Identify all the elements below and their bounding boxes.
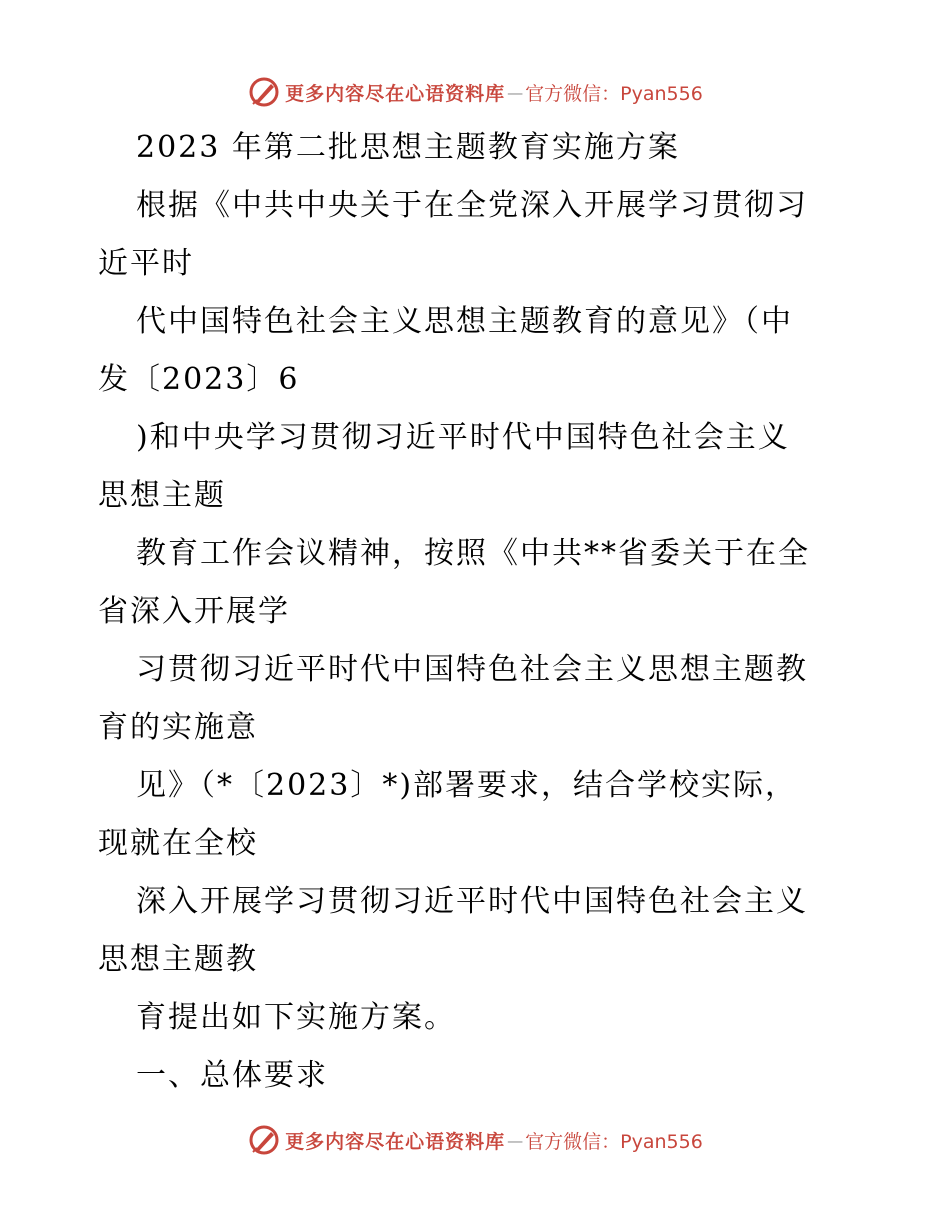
paragraph-line: 思想主题教 bbox=[98, 942, 258, 977]
paragraph-line: 育的实施意 bbox=[98, 710, 258, 745]
paragraph-line: 省深入开展学 bbox=[98, 594, 290, 629]
paragraph-line: 发〔2023〕6 bbox=[98, 362, 300, 397]
watermark-separator: — bbox=[507, 82, 524, 102]
quill-logo-icon bbox=[247, 1123, 281, 1157]
quill-logo-icon bbox=[247, 75, 281, 109]
paragraph-line: )和中央学习贯彻习近平时代中国特色社会主义 bbox=[136, 420, 790, 455]
watermark-text: 更多内容尽在心语资料库 bbox=[285, 82, 506, 105]
paragraph-line: 育提出如下实施方案。 bbox=[136, 1000, 456, 1035]
watermark-text: 更多内容尽在心语资料库 bbox=[285, 1130, 506, 1153]
watermark-account: 官方微信：Pyan556 bbox=[525, 82, 703, 105]
paragraph-line: 习贯彻习近平时代中国特色社会主义思想主题教 bbox=[136, 652, 808, 687]
paragraph-line: 现就在全校 bbox=[98, 826, 258, 861]
watermark-separator: — bbox=[507, 1130, 524, 1150]
paragraph-line: 思想主题 bbox=[98, 478, 226, 513]
watermark-header bbox=[0, 72, 950, 112]
paragraph-line: 教育工作会议精神，按照《中共**省委关于在全 bbox=[136, 536, 810, 571]
paragraph-line: 代中国特色社会主义思想主题教育的意见》（中 bbox=[136, 304, 793, 339]
paragraph-line: 见》（*〔2023〕*)部署要求，结合学校实际， bbox=[136, 768, 798, 803]
section-heading: 一、总体要求 bbox=[136, 1058, 328, 1093]
document-title: 2023 年第二批思想主题教育实施方案 bbox=[136, 130, 680, 165]
watermark-account: 官方微信：Pyan556 bbox=[525, 1130, 703, 1153]
paragraph-line: 深入开展学习贯彻习近平时代中国特色社会主义 bbox=[136, 884, 808, 919]
paragraph-line: 根据《中共中央关于在全党深入开展学习贯彻习 bbox=[136, 188, 808, 223]
paragraph-line: 近平时 bbox=[98, 246, 194, 281]
watermark-footer bbox=[0, 1120, 950, 1160]
